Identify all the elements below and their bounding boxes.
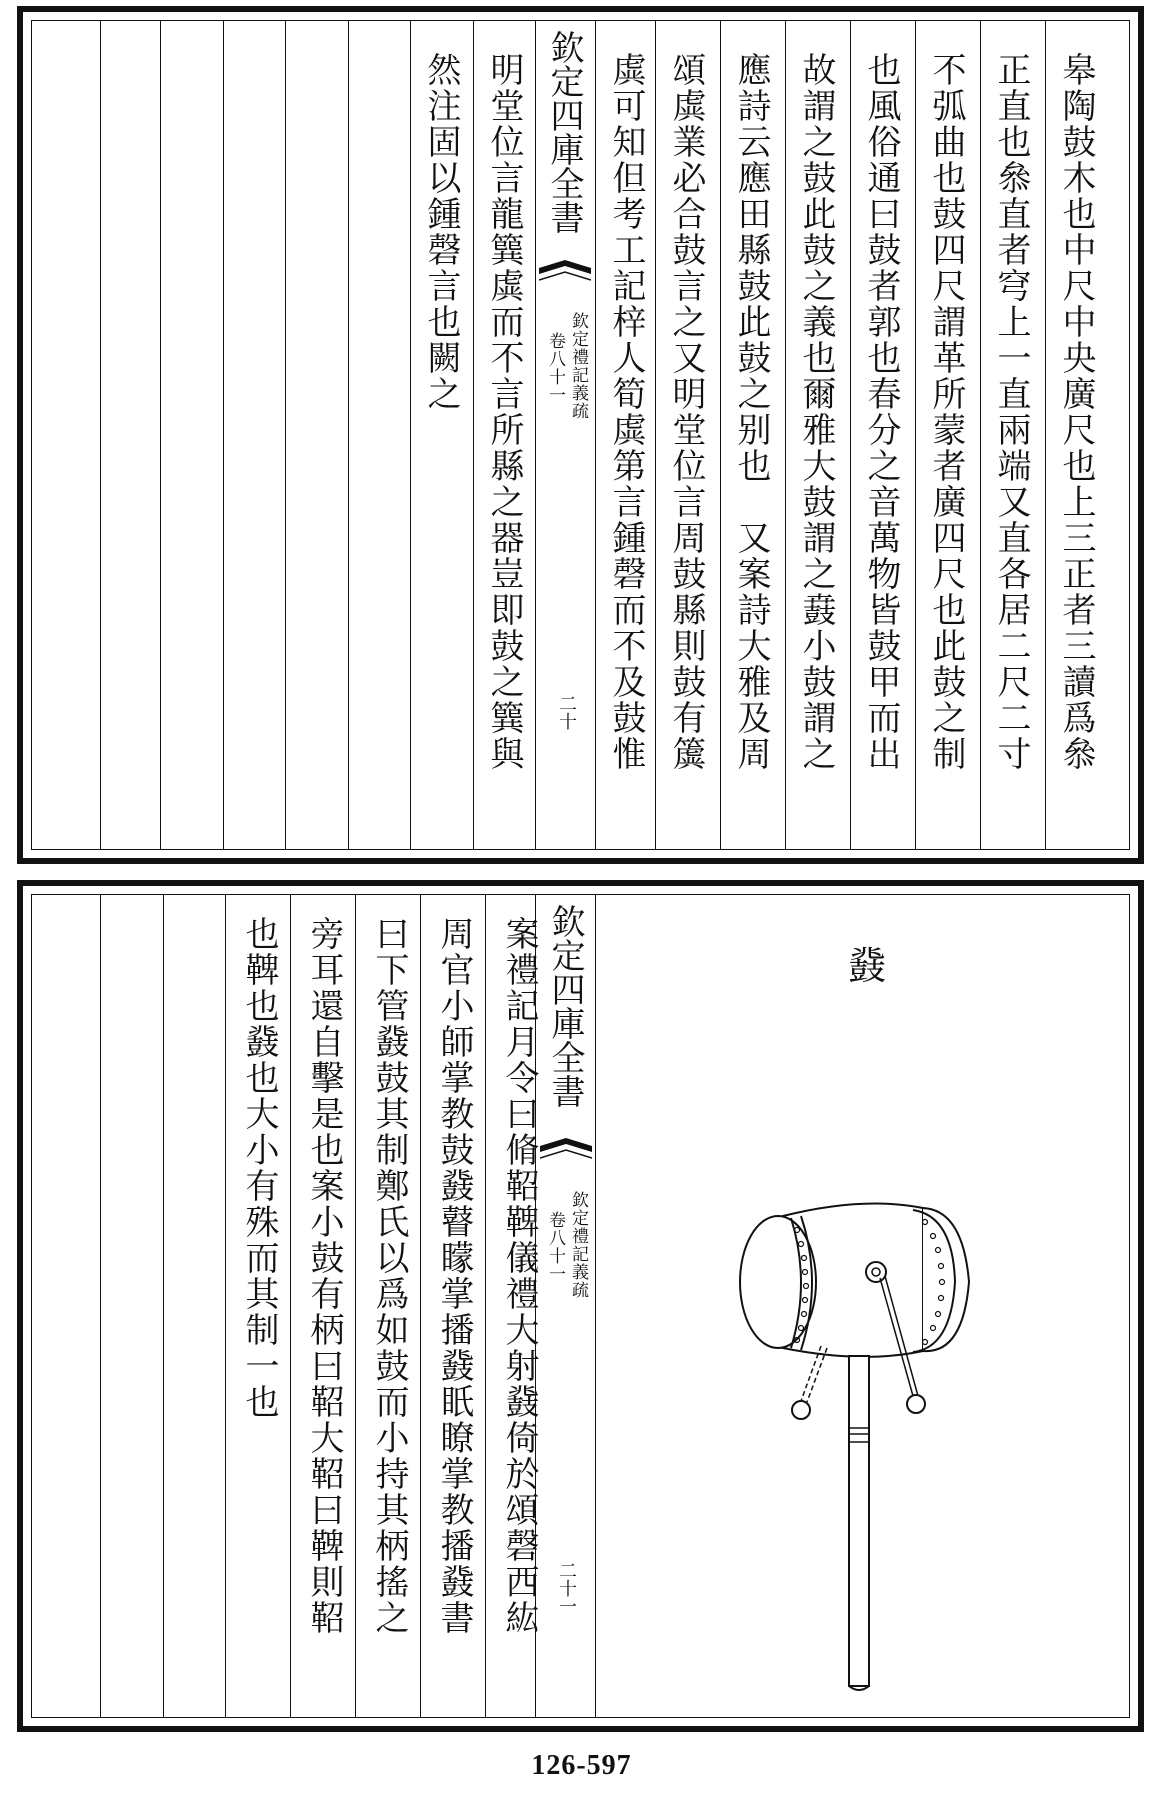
- text-column: 旁耳還自擊是也案小鼓有柄曰鞀大鞀曰鞞則鞀: [304, 916, 344, 1636]
- banner-book: 欽定禮記義疏: [568, 1191, 588, 1299]
- fold-mark-icon: [539, 260, 591, 292]
- column-rule: [850, 20, 851, 850]
- column-rule: [720, 20, 721, 850]
- column-rule: [290, 894, 291, 1718]
- column-rule: [1045, 20, 1046, 850]
- banner-book: 欽定禮記義疏: [568, 312, 588, 420]
- text-column: 曰下管鼗鼓其制鄭氏以爲如鼓而小持其柄搖之: [369, 916, 409, 1636]
- column-rule: [655, 20, 656, 850]
- banner-volume: 卷八十一: [545, 332, 565, 404]
- column-rule: [595, 894, 596, 1718]
- text-column: 正直也叅直者穹上一直兩端又直各居二尺二寸: [991, 52, 1031, 772]
- column-rule: [163, 894, 164, 1718]
- fold-mark-icon: [540, 1138, 592, 1170]
- column-rule: [285, 20, 286, 850]
- column-rule: [473, 20, 474, 850]
- page-number: 二十: [556, 694, 577, 730]
- column-rule: [535, 20, 536, 850]
- text-column: 虡可知但考工記梓人筍虡第言鍾磬而不及鼓惟: [606, 52, 646, 772]
- top-page: [17, 6, 1144, 864]
- text-column: 明堂位言龍簨虡而不言所縣之器豈即鼓之簨與: [484, 52, 524, 772]
- column-rule: [223, 20, 224, 850]
- column-rule: [225, 894, 226, 1718]
- banner-title: 欽定四庫全書: [544, 30, 584, 234]
- text-column: 也鞞也鼗也大小有殊而其制一也: [239, 916, 279, 1420]
- column-rule: [915, 20, 916, 850]
- column-rule: [100, 894, 101, 1718]
- text-column: 周官小師掌教鼓鼗瞽矇掌播鼗眂瞭掌教播鼗書: [434, 916, 474, 1636]
- banner-title: 欽定四庫全書: [545, 904, 585, 1108]
- text-column: 不弧曲也鼓四尺謂革所蒙者廣四尺也此鼓之制: [926, 52, 966, 772]
- column-rule: [410, 20, 411, 850]
- text-column: 皋陶鼓木也中尺中央廣尺也上三正者三讀爲叅: [1056, 52, 1096, 772]
- column-rule: [100, 20, 101, 850]
- column-rule: [355, 894, 356, 1718]
- text-column: 也風俗通曰鼓者郭也春分之音萬物皆鼓甲而出: [861, 52, 901, 772]
- page-number: 二十一: [556, 1561, 577, 1615]
- pellet-drum-icon: [723, 1186, 1053, 1706]
- text-column: 應詩云應田縣鼓此鼓之别也 又案詩大雅及周: [731, 52, 771, 772]
- text-column: 然注固以鍾磬言也闕之: [421, 52, 461, 412]
- column-rule: [785, 20, 786, 850]
- text-column: 案禮記月令曰脩鞀鞞儀禮大射鼗倚於頌磬西紘: [499, 916, 539, 1636]
- column-rule: [348, 20, 349, 850]
- text-column: 故謂之鼓此鼓之義也爾雅大鼓謂之鼖小鼓謂之: [796, 52, 836, 772]
- text-column: 頌虡業必合鼓言之又明堂位言周鼓縣則鼓有簴: [666, 52, 706, 772]
- bottom-page: [17, 880, 1144, 1732]
- illustration-title: 鼗: [848, 944, 887, 988]
- column-rule: [420, 894, 421, 1718]
- page-reference: 126-597: [531, 1750, 632, 1781]
- column-rule: [160, 20, 161, 850]
- column-rule: [980, 20, 981, 850]
- column-rule: [485, 894, 486, 1718]
- banner-volume: 卷八十一: [545, 1211, 565, 1283]
- column-rule: [595, 20, 596, 850]
